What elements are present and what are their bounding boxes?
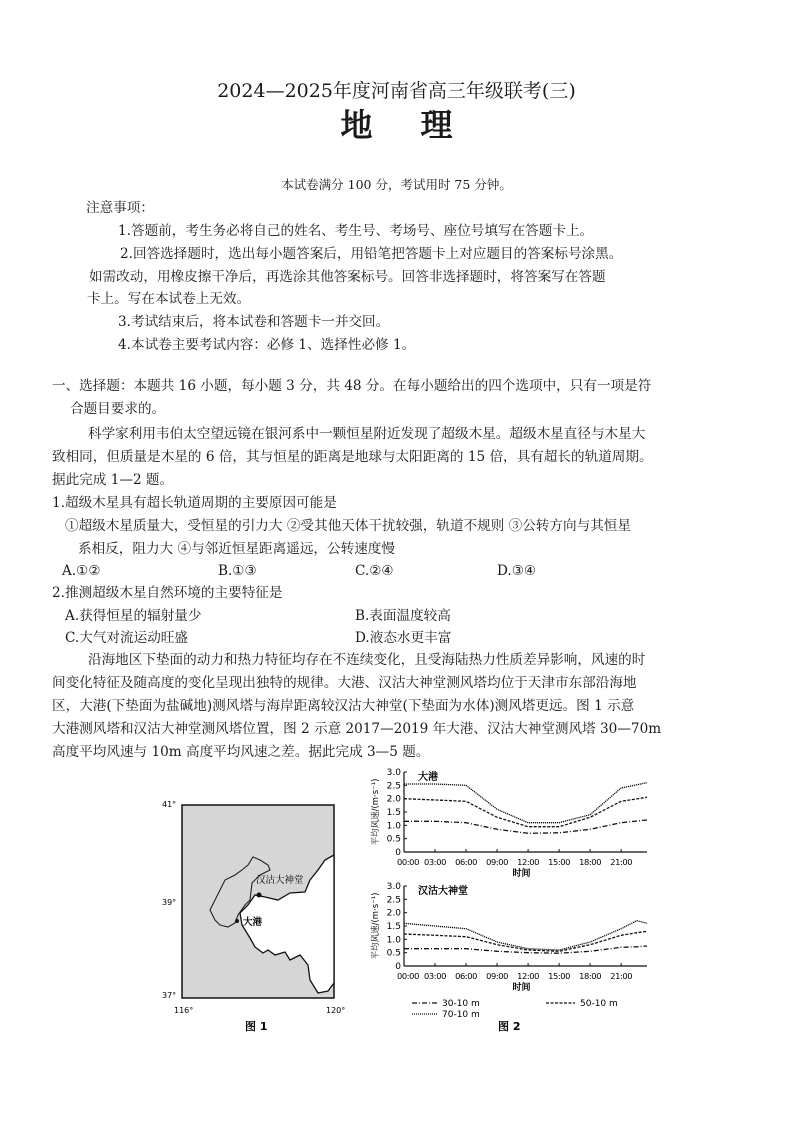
lat-label: 41°	[162, 800, 177, 809]
passage-line: 间变化特征及随高度的变化呈现出独特的规律。大港、汉沽大神堂测风塔均位于天津市东部沿海地	[52, 675, 637, 691]
option-a: A.①②	[62, 563, 101, 579]
notice-heading: 注意事项：	[86, 200, 154, 216]
lon-label: 116°	[174, 1006, 194, 1015]
y-axis-label: 平均风速/(m·s⁻¹)	[371, 892, 381, 960]
figure-caption: 图 2	[498, 1020, 521, 1032]
place-label: 汉沽大神堂	[256, 875, 304, 886]
lat-label: 37°	[162, 991, 177, 1000]
y-tick-label: 1.5	[386, 922, 401, 932]
x-tick-label: 12:00	[517, 857, 540, 867]
legend-label: 30-10 m	[442, 999, 480, 1009]
figure-2-charts	[370, 762, 655, 1032]
x-axis-label: 时间	[512, 869, 531, 879]
hangu-station-marker	[257, 893, 262, 898]
x-tick-label: 09:00	[486, 857, 509, 867]
x-tick-label: 00:00	[397, 857, 419, 867]
y-tick-label: 1.0	[386, 935, 401, 946]
passage-line: 高度平均风速与 10m 高度平均风速之差。据此完成 3—5 题。	[52, 744, 430, 760]
option-a: A.获得恒星的辐射量少	[65, 608, 202, 624]
passage-line: 据此完成 1—2 题。	[52, 472, 174, 488]
y-tick-label: 0.5	[386, 948, 401, 959]
y-tick-label: 0.5	[386, 834, 401, 845]
series-line-50-10m	[404, 797, 647, 826]
subject-title: 地理	[340, 106, 501, 144]
series-line-70-10m	[404, 783, 647, 823]
x-tick-label: 06:00	[455, 857, 478, 867]
question-stem: 1.超级木星具有超长轨道周期的主要原因可能是	[52, 495, 337, 511]
y-tick-label: 1.5	[386, 808, 401, 818]
option-b: B.①③	[218, 563, 257, 579]
legend-label: 70-10 m	[442, 1010, 480, 1020]
x-axis-label: 时间	[512, 983, 531, 993]
section-heading: 一、选择题：本题共 16 小题，每小题 3 分，共 48 分。在每小题给出的四个选项中，只有一项是符	[52, 378, 652, 394]
x-tick-label: 21:00	[610, 971, 633, 981]
lat-label: 39°	[162, 898, 177, 907]
x-tick-label: 15:00	[548, 971, 571, 981]
chart-title: 汉沽大神堂	[418, 886, 468, 897]
x-tick-label: 06:00	[455, 971, 478, 981]
notice-line: 3.考试结束后，将本试卷和答题卡一并交回。	[118, 314, 390, 330]
passage-line: 致相同，但质量是木星的 6 倍，其与恒星的距离是地球与太阳距离的 15 倍，具有超长的轨道周期。	[52, 449, 653, 465]
x-tick-label: 09:00	[486, 971, 509, 981]
option-b: B.表面温度较高	[355, 608, 451, 624]
option-d: D.③④	[497, 563, 537, 579]
x-tick-label: 03:00	[424, 971, 446, 981]
chart-hangu	[370, 882, 647, 993]
y-tick-label: 0	[395, 848, 401, 858]
section-heading: 合题目要求的。	[70, 401, 166, 417]
y-tick-label: 2.5	[386, 781, 401, 792]
place-label: 大港	[243, 917, 263, 928]
x-tick-label: 15:00	[548, 857, 571, 867]
y-tick-label: 2.0	[386, 908, 401, 919]
chart-dagang	[370, 768, 647, 879]
question-stem: 2.推测超级木星自然环境的主要特征是	[52, 585, 283, 601]
y-tick-label: 2.0	[386, 794, 401, 805]
y-tick-label: 1.0	[386, 821, 401, 832]
notice-line: 2.回答选择题时，选出每小题答案后，用铅笔把答题卡上对应题目的答案标号涂黑。	[120, 246, 623, 262]
notice-line: 卡上。写在本试卷上无效。	[87, 291, 251, 307]
passage-line: 大港测风塔和汉沽大神堂测风塔位置，图 2 示意 2017—2019 年大港、汉沽大神堂测风塔 30—70m	[52, 721, 662, 737]
legend-label: 50-10 m	[580, 999, 618, 1009]
x-tick-label: 18:00	[579, 971, 602, 981]
y-tick-label: 2.5	[386, 895, 401, 906]
x-tick-label: 21:00	[610, 857, 633, 867]
passage-line: 区，大港(下垫面为盐碱地)测风塔与海岸距离较汉沽大神堂(下垫面为水体)测风塔更远。图 1 示意	[52, 698, 635, 714]
question-items: ①超级木星质量大，受恒星的引力大 ②受其他天体干扰较强，轨道不规则 ③公转方向与其恒星	[65, 518, 631, 534]
x-tick-label: 03:00	[424, 857, 446, 867]
y-tick-label: 3.0	[386, 882, 401, 892]
option-d: D.液态水更丰富	[355, 630, 452, 646]
lon-label: 120°	[326, 1006, 346, 1015]
passage-line: 科学家利用韦伯太空望远镜在银河系中一颗恒星附近发现了超级木星。超级木星直径与木星大	[88, 426, 646, 442]
option-c: C.②④	[355, 563, 394, 579]
dagang-station-marker	[235, 919, 239, 923]
option-c: C.大气对流运动旺盛	[65, 630, 188, 646]
y-axis-label: 平均风速/(m·s⁻¹)	[371, 778, 381, 846]
exam-info: 本试卷满分 100 分，考试用时 75 分钟。	[281, 177, 512, 192]
question-items: 系相反，阻力大 ④与邻近恒星距离遥远，公转速度慢	[78, 541, 395, 557]
notice-line: 如需改动，用橡皮擦干净后，再选涂其他答案标号。回答非选择题时，将答案写在答题	[89, 269, 606, 285]
x-tick-label: 12:00	[517, 971, 540, 981]
notice-line: 4.本试卷主要考试内容：必修 1、选择性必修 1。	[118, 337, 416, 353]
chart-legend	[412, 999, 618, 1020]
x-tick-label: 00:00	[397, 971, 419, 981]
figure-caption: 图 1	[245, 1020, 268, 1033]
y-tick-label: 0	[395, 962, 401, 972]
figure-1-map	[160, 795, 360, 1035]
exam-title: 2024—2025年度河南省高三年级联考(三)	[217, 80, 576, 102]
passage-line: 沿海地区下垫面的动力和热力特征均存在不连续变化，且受海陆热力性质差异影响，风速的时	[88, 652, 646, 668]
notice-line: 1.答题前，考生务必将自己的姓名、考生号、考场号、座位号填写在答题卡上。	[118, 223, 594, 239]
x-tick-label: 18:00	[579, 857, 602, 867]
chart-title: 大港	[418, 772, 438, 783]
y-tick-label: 3.0	[386, 768, 401, 778]
